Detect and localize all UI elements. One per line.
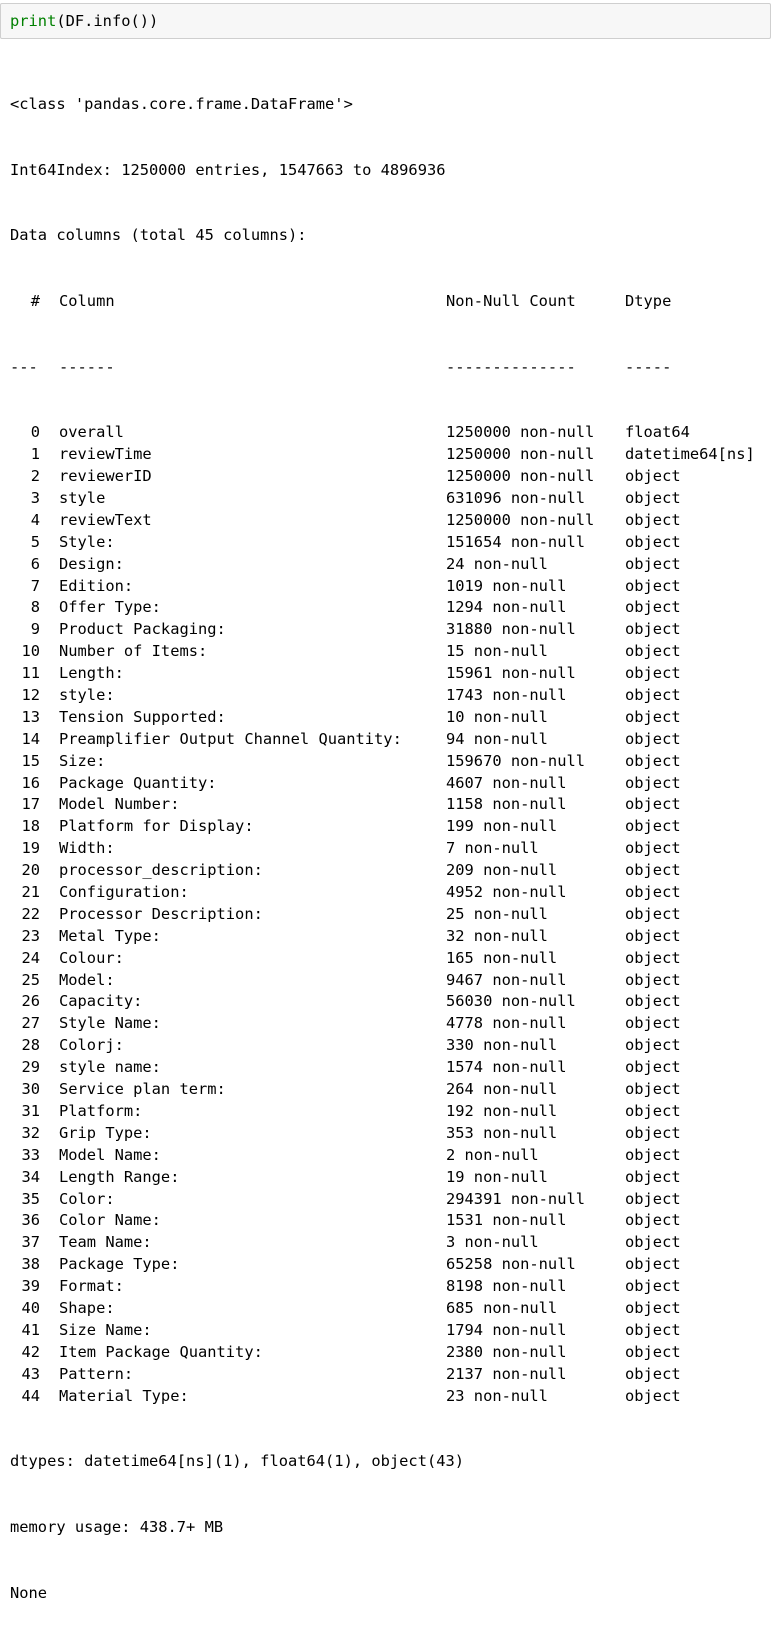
row-index: 24 — [21, 948, 40, 967]
row-non-null-count: 165 non-null — [446, 948, 558, 967]
row-column-name: Style Name: — [59, 1014, 161, 1033]
table-separator — [10, 357, 755, 379]
row-dtype: object — [625, 817, 681, 836]
row-dtype: object — [625, 1211, 681, 1230]
cell-output — [10, 50, 755, 1626]
row-dtype: object — [625, 1167, 681, 1186]
row-non-null-count: 8198 non-null — [446, 1277, 567, 1296]
row-column-name: Platform: — [59, 1101, 143, 1120]
table-header — [10, 291, 755, 313]
row-non-null-count: 1250000 non-null — [446, 423, 595, 442]
row-non-null-count: 3 non-null — [446, 1233, 539, 1252]
output-columns-line: Data columns (total 45 columns): — [10, 226, 307, 245]
table-row — [10, 1123, 755, 1145]
row-non-null-count: 24 non-null — [446, 554, 548, 573]
row-non-null-count: 294391 non-null — [446, 1189, 585, 1208]
table-row — [10, 838, 755, 860]
row-dtype: object — [625, 992, 681, 1011]
output-return-line: None — [10, 1583, 48, 1602]
row-dtype: object — [625, 576, 681, 595]
row-dtype: object — [625, 1233, 681, 1252]
table-row — [10, 663, 755, 685]
row-index: 5 — [30, 532, 40, 551]
row-dtype: object — [625, 795, 681, 814]
row-non-null-count: 631096 non-null — [446, 489, 585, 507]
row-index: 31 — [21, 1101, 40, 1120]
row-dtype: object — [625, 1014, 681, 1033]
table-row — [10, 1254, 755, 1276]
table-row — [10, 554, 755, 576]
table-row — [10, 991, 755, 1013]
row-non-null-count: 330 non-null — [446, 1036, 558, 1055]
table-row — [10, 773, 755, 795]
header-idx: # — [30, 291, 40, 310]
row-non-null-count: 56030 non-null — [446, 992, 576, 1011]
row-index: 25 — [21, 970, 40, 989]
row-column-name: Size: — [59, 751, 106, 770]
row-dtype: object — [625, 1058, 681, 1077]
row-index: 37 — [21, 1233, 40, 1252]
row-dtype: float64 — [625, 423, 690, 442]
header-dtype: Dtype — [625, 291, 672, 310]
row-column-name: reviewText — [59, 510, 152, 529]
row-non-null-count: 1294 non-null — [446, 598, 567, 617]
row-column-name: Pattern: — [59, 1364, 134, 1383]
row-dtype: object — [625, 1255, 681, 1274]
row-column-name: Model: — [59, 970, 115, 989]
row-non-null-count: 264 non-null — [446, 1080, 558, 1099]
table-row — [10, 1320, 755, 1342]
row-non-null-count: 19 non-null — [446, 1167, 548, 1186]
row-dtype: object — [625, 948, 681, 967]
row-dtype: object — [625, 532, 681, 551]
row-dtype: object — [625, 686, 681, 705]
row-non-null-count: 4778 non-null — [446, 1014, 567, 1033]
row-non-null-count: 1250000 non-null — [446, 510, 595, 529]
info-table-rows — [10, 422, 755, 1407]
output-index-line: Int64Index: 1250000 entries, 1547663 to 4896936 — [10, 160, 446, 179]
table-row — [10, 576, 755, 598]
row-non-null-count: 209 non-null — [446, 861, 558, 880]
row-non-null-count: 4952 non-null — [446, 883, 567, 902]
table-row — [10, 882, 755, 904]
row-index: 8 — [30, 598, 40, 617]
row-column-name: Configuration: — [59, 883, 189, 902]
row-column-name: Processor Description: — [59, 904, 263, 923]
row-dtype: object — [625, 861, 681, 880]
row-index: 14 — [21, 729, 40, 748]
row-column-name: Grip Type: — [59, 1123, 152, 1142]
row-dtype: object — [625, 773, 681, 792]
row-dtype: object — [625, 554, 681, 573]
table-row — [10, 466, 755, 488]
row-non-null-count: 1531 non-null — [446, 1211, 567, 1230]
table-row — [10, 422, 755, 444]
row-column-name: Material Type: — [59, 1386, 189, 1405]
row-index: 9 — [30, 620, 40, 639]
row-dtype: object — [625, 1298, 681, 1317]
row-column-name: Edition: — [59, 576, 134, 595]
row-index: 12 — [21, 686, 40, 705]
row-non-null-count: 32 non-null — [446, 926, 548, 945]
row-non-null-count: 2137 non-null — [446, 1364, 567, 1383]
row-non-null-count: 1794 non-null — [446, 1320, 567, 1339]
row-dtype: object — [625, 1386, 681, 1405]
row-index: 7 — [30, 576, 40, 595]
row-index: 30 — [21, 1080, 40, 1099]
row-index: 1 — [30, 445, 40, 464]
row-column-name: Colour: — [59, 948, 124, 967]
table-row — [10, 532, 755, 554]
code-line — [10, 12, 158, 31]
row-dtype: datetime64[ns] — [625, 445, 755, 464]
separator-non-null: -------------- — [446, 357, 576, 376]
row-column-name: Package Quantity: — [59, 773, 217, 792]
row-column-name: Size Name: — [59, 1320, 152, 1339]
row-dtype: object — [625, 751, 681, 770]
row-index: 18 — [21, 817, 40, 836]
table-row — [10, 444, 755, 466]
row-column-name: Design: — [59, 554, 124, 573]
row-dtype: object — [625, 1342, 681, 1361]
table-row — [10, 970, 755, 992]
row-index: 20 — [21, 861, 40, 880]
separator-column: ------ — [59, 357, 115, 376]
table-row — [10, 1276, 755, 1298]
row-column-name: style — [59, 489, 106, 507]
row-dtype: object — [625, 489, 681, 507]
table-row — [10, 1386, 755, 1408]
row-dtype: object — [625, 904, 681, 923]
table-row — [10, 948, 755, 970]
row-column-name: style: — [59, 686, 115, 705]
print-args: (DF.info()) — [56, 12, 159, 30]
row-non-null-count: 192 non-null — [446, 1101, 558, 1120]
table-row — [10, 1189, 755, 1211]
row-index: 22 — [21, 904, 40, 923]
row-column-name: Model Name: — [59, 1145, 161, 1164]
row-column-name: Length Range: — [59, 1167, 180, 1186]
table-row — [10, 926, 755, 948]
table-row — [10, 685, 755, 707]
row-dtype: object — [625, 1277, 681, 1296]
row-dtype: object — [625, 598, 681, 617]
header-column: Column — [59, 291, 115, 310]
row-index: 3 — [30, 489, 40, 507]
table-row — [10, 1232, 755, 1254]
row-index: 19 — [21, 839, 40, 858]
row-column-name: Metal Type: — [59, 926, 161, 945]
row-index: 36 — [21, 1211, 40, 1230]
row-index: 33 — [21, 1145, 40, 1164]
table-row — [10, 904, 755, 926]
row-index: 28 — [21, 1036, 40, 1055]
table-row — [10, 1167, 755, 1189]
row-column-name: Color: — [59, 1189, 115, 1208]
row-column-name: style name: — [59, 1058, 161, 1077]
row-dtype: object — [625, 1080, 681, 1099]
table-row — [10, 1342, 755, 1364]
row-column-name: Model Number: — [59, 795, 180, 814]
row-non-null-count: 10 non-null — [446, 707, 548, 726]
header-non-null: Non-Null Count — [446, 291, 576, 310]
row-column-name: Item Package Quantity: — [59, 1342, 263, 1361]
row-non-null-count: 1574 non-null — [446, 1058, 567, 1077]
row-column-name: Width: — [59, 839, 115, 858]
row-dtype: object — [625, 620, 681, 639]
row-column-name: Team Name: — [59, 1233, 152, 1252]
row-column-name: reviewTime — [59, 445, 152, 464]
row-non-null-count: 353 non-null — [446, 1123, 558, 1142]
output-memory-line: memory usage: 438.7+ MB — [10, 1517, 224, 1536]
row-non-null-count: 151654 non-null — [446, 532, 585, 551]
row-non-null-count: 15961 non-null — [446, 664, 576, 683]
table-row — [10, 597, 755, 619]
row-index: 21 — [21, 883, 40, 902]
row-column-name: processor_description: — [59, 861, 263, 880]
row-index: 29 — [21, 1058, 40, 1077]
output-dtypes-line: dtypes: datetime64[ns](1), float64(1), object(43) — [10, 1452, 465, 1471]
print-keyword: print — [10, 12, 57, 30]
row-column-name: Capacity: — [59, 992, 143, 1011]
table-row — [10, 1079, 755, 1101]
row-index: 10 — [21, 642, 40, 661]
row-non-null-count: 1158 non-null — [446, 795, 567, 814]
row-dtype: object — [625, 467, 681, 486]
row-non-null-count: 1743 non-null — [446, 686, 567, 705]
row-dtype: object — [625, 707, 681, 726]
row-index: 43 — [21, 1364, 40, 1383]
table-row — [10, 707, 755, 729]
row-non-null-count: 2380 non-null — [446, 1342, 567, 1361]
row-index: 32 — [21, 1123, 40, 1142]
table-row — [10, 1013, 755, 1035]
row-dtype: object — [625, 970, 681, 989]
table-row — [10, 619, 755, 641]
row-index: 40 — [21, 1298, 40, 1317]
row-column-name: Package Type: — [59, 1255, 180, 1274]
row-dtype: object — [625, 1101, 681, 1120]
row-column-name: Number of Items: — [59, 642, 208, 661]
row-dtype: object — [625, 1364, 681, 1383]
row-index: 34 — [21, 1167, 40, 1186]
table-row — [10, 1145, 755, 1167]
row-column-name: Platform for Display: — [59, 817, 254, 836]
row-non-null-count: 199 non-null — [446, 817, 558, 836]
row-index: 26 — [21, 992, 40, 1011]
row-column-name: Offer Type: — [59, 598, 161, 617]
row-non-null-count: 1019 non-null — [446, 576, 567, 595]
table-row — [10, 1035, 755, 1057]
row-column-name: Style: — [59, 532, 115, 551]
row-dtype: object — [625, 642, 681, 661]
row-dtype: object — [625, 1123, 681, 1142]
row-non-null-count: 25 non-null — [446, 904, 548, 923]
row-dtype: object — [625, 664, 681, 683]
row-index: 13 — [21, 707, 40, 726]
row-non-null-count: 31880 non-null — [446, 620, 576, 639]
row-column-name: Service plan term: — [59, 1080, 226, 1099]
table-row — [10, 751, 755, 773]
row-non-null-count: 4607 non-null — [446, 773, 567, 792]
row-index: 27 — [21, 1014, 40, 1033]
table-row — [10, 641, 755, 663]
row-non-null-count: 65258 non-null — [446, 1255, 576, 1274]
row-index: 44 — [21, 1386, 40, 1405]
row-column-name: overall — [59, 423, 124, 442]
table-row — [10, 1364, 755, 1386]
row-non-null-count: 23 non-null — [446, 1386, 548, 1405]
row-column-name: Colorj: — [59, 1036, 124, 1055]
table-row — [10, 1298, 755, 1320]
code-input-cell[interactable] — [0, 3, 771, 39]
row-non-null-count: 159670 non-null — [446, 751, 585, 770]
row-index: 6 — [30, 554, 40, 573]
row-index: 0 — [30, 423, 40, 442]
row-column-name: Color Name: — [59, 1211, 161, 1230]
row-non-null-count: 9467 non-null — [446, 970, 567, 989]
row-dtype: object — [625, 1145, 681, 1164]
row-non-null-count: 685 non-null — [446, 1298, 558, 1317]
row-index: 11 — [21, 664, 40, 683]
row-non-null-count: 15 non-null — [446, 642, 548, 661]
separator-dtype: ----- — [625, 357, 672, 376]
row-index: 42 — [21, 1342, 40, 1361]
row-dtype: object — [625, 729, 681, 748]
row-dtype: object — [625, 1036, 681, 1055]
row-non-null-count: 94 non-null — [446, 729, 548, 748]
row-column-name: Shape: — [59, 1298, 115, 1317]
row-index: 38 — [21, 1255, 40, 1274]
row-column-name: Length: — [59, 664, 124, 683]
table-row — [10, 794, 755, 816]
row-dtype: object — [625, 510, 681, 529]
row-index: 39 — [21, 1277, 40, 1296]
table-row — [10, 488, 755, 510]
row-non-null-count: 1250000 non-null — [446, 445, 595, 464]
row-index: 23 — [21, 926, 40, 945]
row-index: 16 — [21, 773, 40, 792]
table-row — [10, 816, 755, 838]
row-index: 35 — [21, 1189, 40, 1208]
row-dtype: object — [625, 1320, 681, 1339]
row-index: 2 — [30, 467, 40, 486]
table-row — [10, 1210, 755, 1232]
table-row — [10, 1101, 755, 1123]
row-dtype: object — [625, 839, 681, 858]
table-row — [10, 1057, 755, 1079]
row-dtype: object — [625, 1189, 681, 1208]
output-class-line: <class 'pandas.core.frame.DataFrame'> — [10, 94, 353, 113]
row-column-name: Preamplifier Output Channel Quantity: — [59, 729, 402, 748]
row-index: 41 — [21, 1320, 40, 1339]
row-non-null-count: 2 non-null — [446, 1145, 539, 1164]
row-index: 15 — [21, 751, 40, 770]
row-index: 17 — [21, 795, 40, 814]
row-column-name: Format: — [59, 1277, 124, 1296]
row-non-null-count: 1250000 non-null — [446, 467, 595, 486]
row-index: 4 — [30, 510, 40, 529]
table-row — [10, 729, 755, 751]
table-row — [10, 510, 755, 532]
table-row — [10, 860, 755, 882]
row-column-name: Tension Supported: — [59, 707, 226, 726]
row-dtype: object — [625, 883, 681, 902]
row-dtype: object — [625, 926, 681, 945]
separator-idx: --- — [10, 357, 38, 376]
row-non-null-count: 7 non-null — [446, 839, 539, 858]
row-column-name: reviewerID — [59, 467, 152, 486]
row-column-name: Product Packaging: — [59, 620, 226, 639]
